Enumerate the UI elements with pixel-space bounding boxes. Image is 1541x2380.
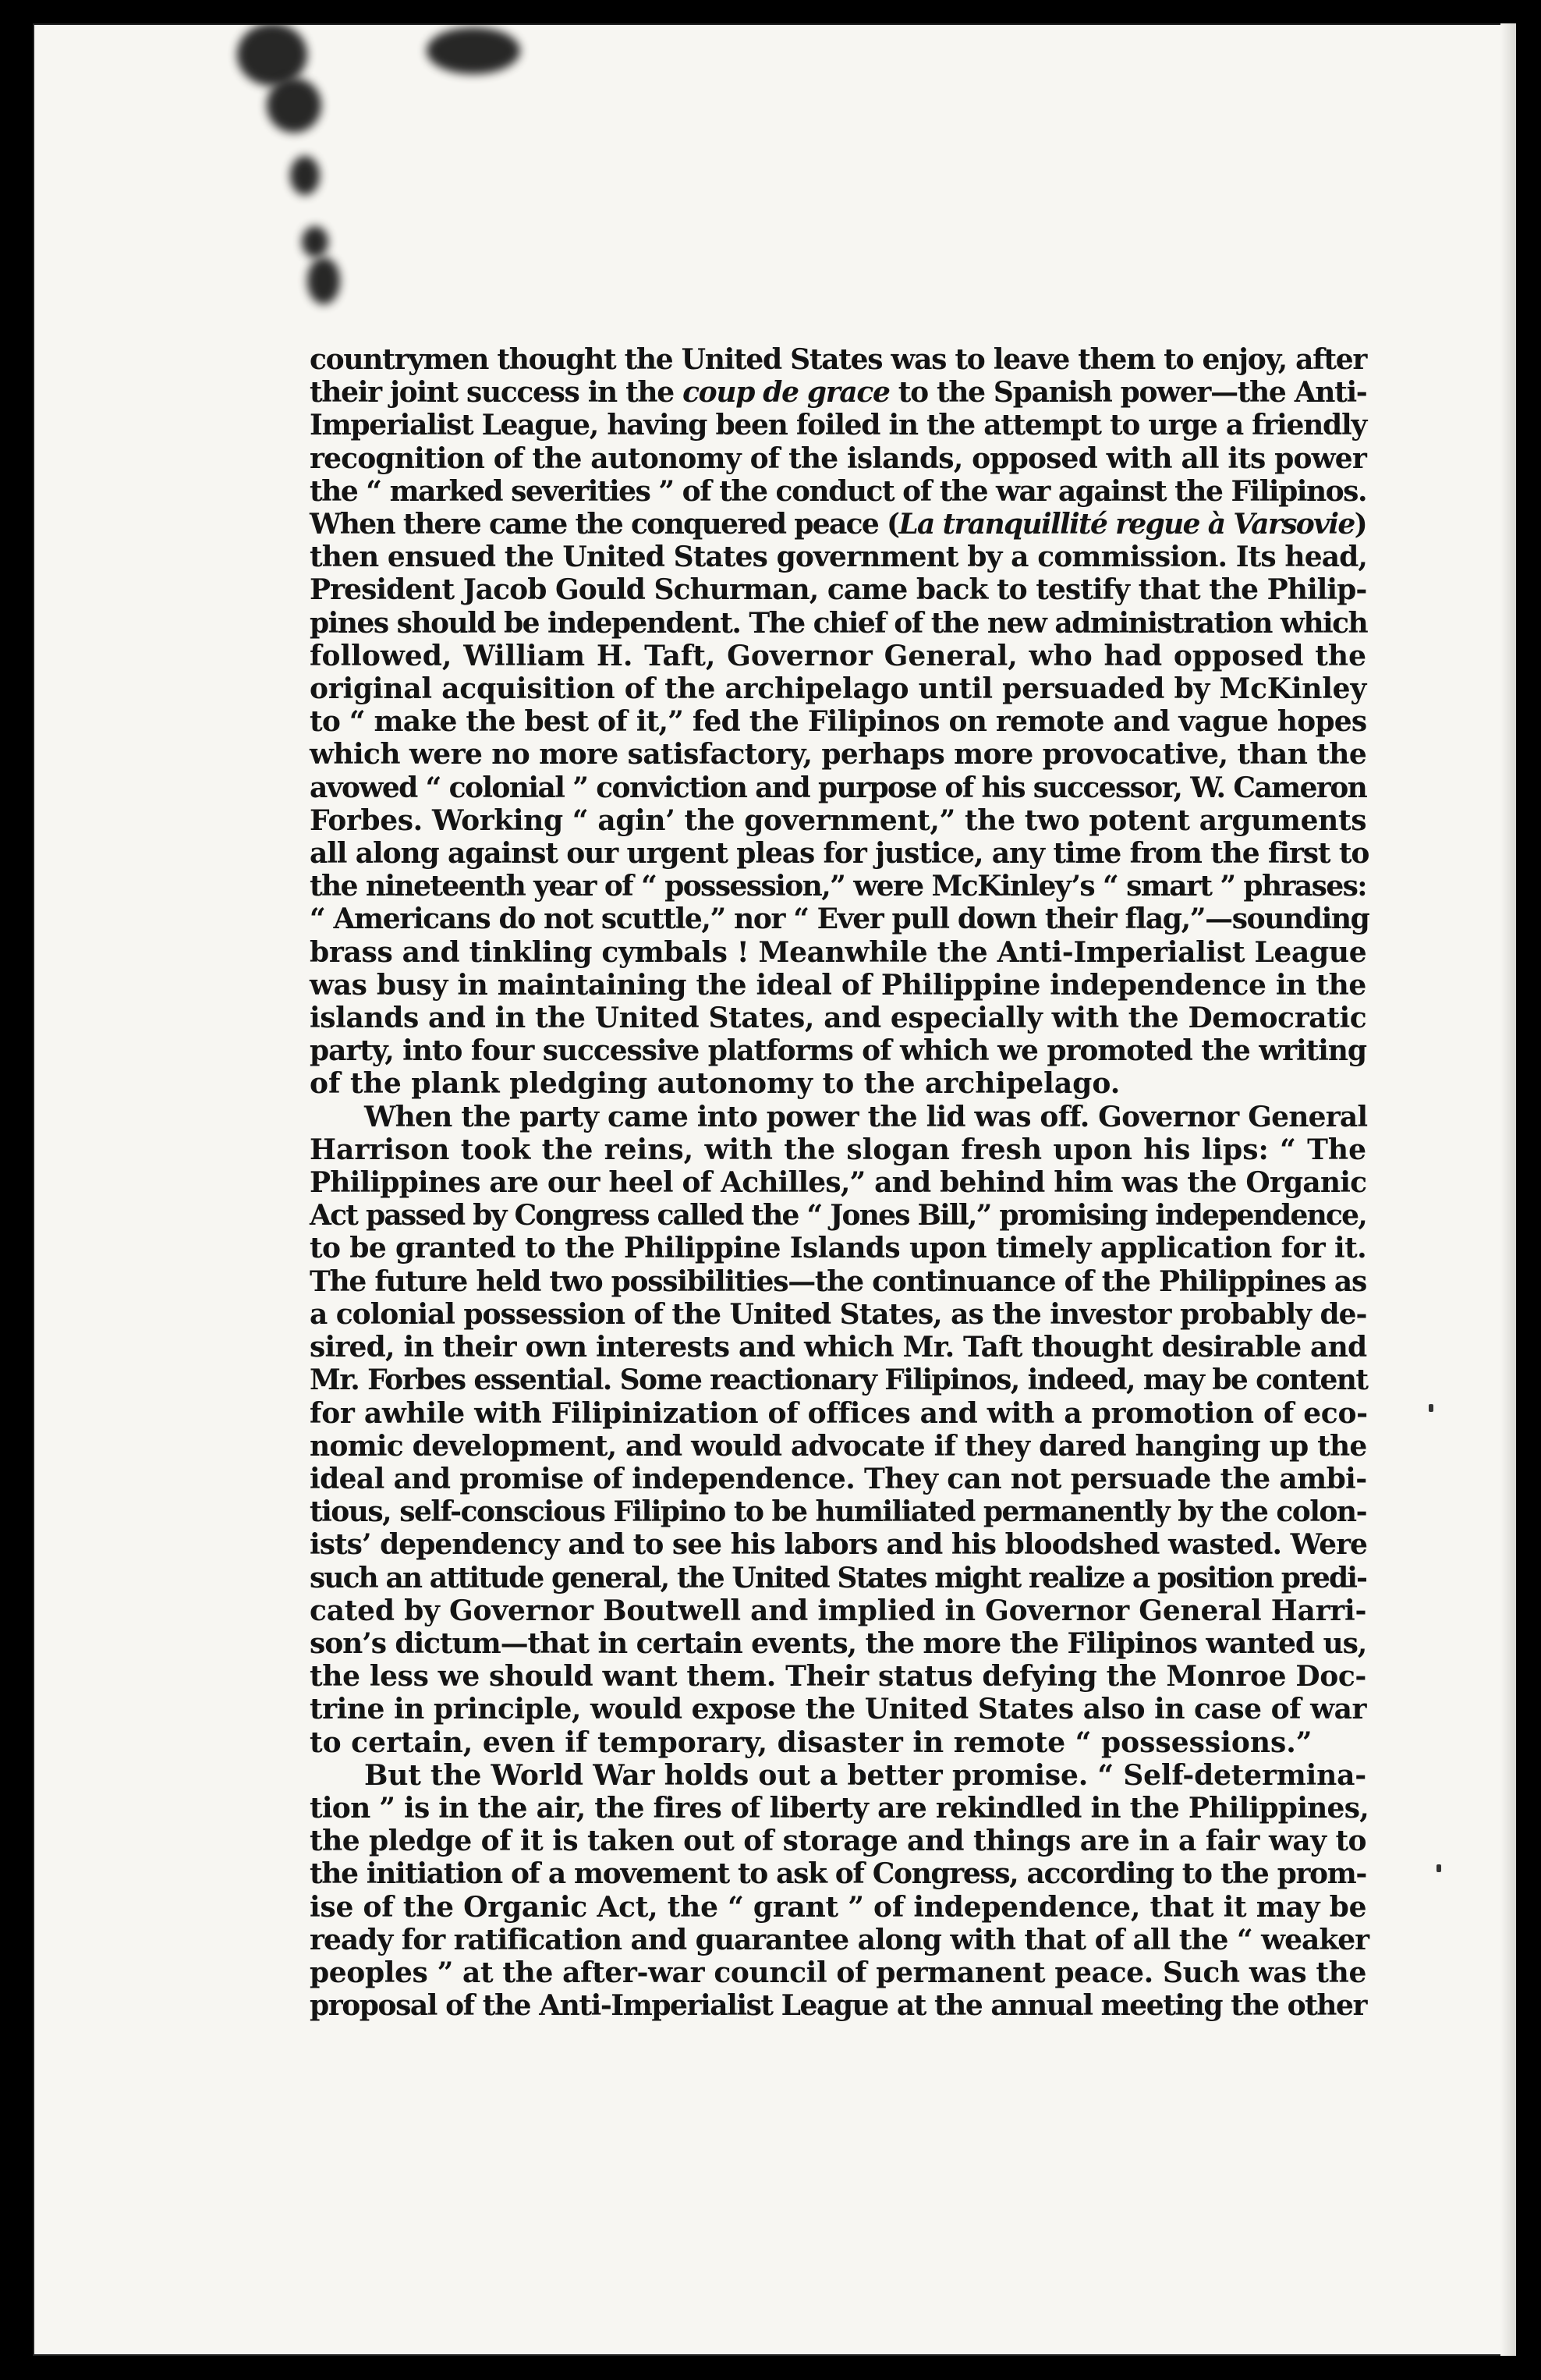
- ink-stain-drip-3: [302, 226, 328, 257]
- text-line: tious, self-conscious Filipino to be humiliated permanently by the colon-: [310, 1495, 1366, 1529]
- text-line: Mr. Forbes essential. Some reactionary Filipinos, indeed, may be content: [310, 1364, 1368, 1397]
- margin-mark-2: [1436, 1864, 1441, 1872]
- text-line: ists’ dependency and to see his labors and his bloodshed wasted. Were: [310, 1528, 1367, 1562]
- text-line: the “ marked severities ” of the conduct of the war against the Filipinos.: [310, 474, 1366, 508]
- text-line: the initiation of a movement to ask of Congress, according to the prom-: [310, 1857, 1366, 1891]
- text-line: then ensued the United States government by a commission. Its head,: [310, 541, 1368, 574]
- text-line: Harrison took the reins, with the slogan fresh upon his lips: “ The: [310, 1133, 1366, 1166]
- text-line: Forbes. Working “ agin’ the government,” the two potent arguments: [310, 803, 1367, 837]
- text-line: But the World War holds out a better promise. “ Self-determina-: [364, 1758, 1366, 1792]
- text-line: countrymen thought the United States was to leave them to enjoy, after: [310, 343, 1367, 376]
- text-line: to be granted to the Philippine Islands upon timely application for it.: [310, 1232, 1366, 1265]
- text-line: The future held two possibilities—the continuance of the Philippines as: [310, 1264, 1366, 1298]
- text-line: tion ” is in the air, the fires of liberty are rekindled in the Philippines,: [310, 1791, 1369, 1825]
- text-line: the less we should want them. Their status defying the Monroe Doc-: [310, 1660, 1366, 1694]
- text-line: cated by Governor Boutwell and implied in Governor General Harri-: [310, 1594, 1367, 1627]
- body-text: [310, 343, 1369, 2023]
- text-line: sired, in their own interests and which Mr. Taft thought desirable and: [310, 1331, 1367, 1364]
- text-fragment: ): [1354, 508, 1367, 541]
- text-line: [310, 508, 1366, 541]
- text-line: the nineteenth year of “ possession,” were McKinley’s “ smart ” phrases:: [310, 870, 1366, 903]
- text-line: of the plank pledging autonomy to the archipelago.: [310, 1067, 1121, 1101]
- text-line: proposal of the Anti-Imperialist League at the annual meeting the other: [310, 1989, 1366, 2023]
- page-edge-shadow: [1500, 23, 1516, 2356]
- text-line: When the party came into power the lid was off. Governor General: [364, 1100, 1368, 1133]
- text-line: which were no more satisfactory, perhaps more provocative, than the: [310, 738, 1367, 771]
- italic-phrase: La tranquillité regue à Varsovie: [898, 508, 1355, 541]
- italic-phrase: coup de grace: [682, 376, 890, 410]
- text-line: avowed “ colonial ” conviction and purpose of his successor, W. Cameron: [310, 771, 1367, 804]
- text-line: a colonial possession of the United States, as the investor probably de-: [310, 1297, 1367, 1331]
- text-fragment: to the Spanish power—the Anti-: [889, 376, 1367, 410]
- text-fragment: When there came the conquered peace (: [310, 508, 899, 541]
- text-line: to certain, even if temporary, disaster in remote “ possessions.”: [310, 1726, 1313, 1759]
- text-fragment: their joint success in the: [310, 376, 683, 410]
- text-line: the pledge of it is taken out of storage and things are in a fair way to: [310, 1825, 1367, 1858]
- text-line: trine in principle, would expose the United States also in case of war: [310, 1693, 1366, 1726]
- ink-stain-drip-4: [307, 257, 340, 304]
- text-line: Imperialist League, having been foiled in the attempt to urge a friendly: [310, 409, 1367, 442]
- text-line: Act passed by Congress called the “ Jones Bill,” promising independence,: [310, 1199, 1366, 1233]
- text-line: peoples ” at the after-war council of permanent peace. Such was the: [310, 1956, 1366, 1989]
- text-line: such an attitude general, the United States might realize a position predi-: [310, 1561, 1366, 1594]
- ink-stain-spot: [427, 27, 520, 74]
- ink-stain-top: [237, 23, 307, 86]
- text-line: President Jacob Gould Schurman, came back to testify that the Philip-: [310, 573, 1367, 607]
- text-line: ise of the Organic Act, the “ grant ” of independence, that it may be: [310, 1890, 1367, 1924]
- document-page: [33, 23, 1516, 2356]
- text-line: for awhile with Filipinization of offices and with a promotion of eco-: [310, 1396, 1368, 1430]
- ink-stain-drip-1: [267, 78, 321, 133]
- text-line: pines should be independent. The chief of the new administration which: [310, 606, 1368, 640]
- text-line: son’s dictum—that in certain events, the more the Filipinos wanted us,: [310, 1626, 1367, 1660]
- ink-stain-drip-2: [290, 156, 320, 195]
- text-line: followed, William H. Taft, Governor General, who had opposed the: [310, 639, 1366, 672]
- margin-mark-1: [1429, 1404, 1433, 1412]
- text-line: original acquisition of the archipelago until persuaded by McKinley: [310, 672, 1367, 706]
- text-line: party, into four successive platforms of which we promoted the writing: [310, 1034, 1366, 1068]
- text-line: to “ make the best of it,” fed the Filipinos on remote and vague hopes: [310, 705, 1367, 739]
- text-line: ready for ratification and guarantee along with that of all the “ weaker: [310, 1923, 1369, 1956]
- text-line: nomic development, and would advocate if they dared hanging up the: [310, 1429, 1367, 1463]
- text-line: [310, 376, 1366, 409]
- text-line: Philippines are our heel of Achilles,” and behind him was the Organic: [310, 1166, 1367, 1200]
- text-line: islands and in the United States, and especially with the Democratic: [310, 1002, 1367, 1035]
- text-line: ideal and promise of independence. They can not persuade the ambi-: [310, 1462, 1367, 1495]
- text-line: brass and tinkling cymbals ! Meanwhile the Anti-Imperialist League: [310, 935, 1367, 969]
- text-line: recognition of the autonomy of the islands, opposed with all its power: [310, 442, 1366, 475]
- text-line: “ Americans do not scuttle,” nor “ Ever pull down their flag,”—sounding: [310, 903, 1369, 936]
- text-line: all along against our urgent pleas for justice, any time from the first to: [310, 837, 1369, 871]
- text-line: was busy in maintaining the ideal of Philippine independence in the: [310, 968, 1366, 1002]
